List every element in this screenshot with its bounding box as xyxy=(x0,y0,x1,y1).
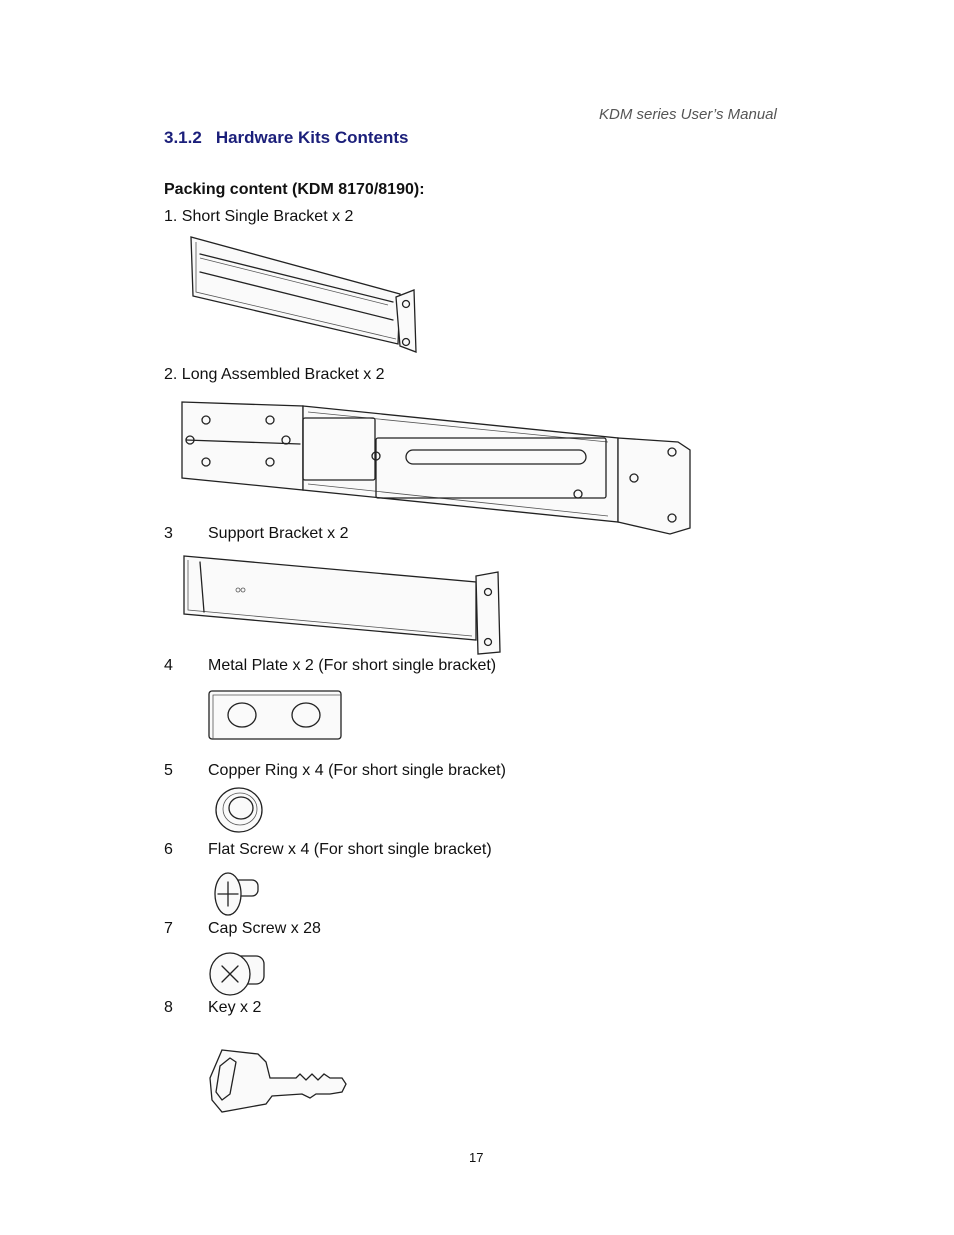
item-label: Cap Screw x 28 xyxy=(208,920,321,937)
item-number: 8 xyxy=(164,999,173,1016)
list-item xyxy=(164,525,349,543)
item-label: Support Bracket x 2 xyxy=(208,525,349,542)
manual-title: KDM series User’s Manual xyxy=(599,106,777,123)
item-label: Metal Plate x 2 (For short single bracket) xyxy=(208,657,497,674)
list-item xyxy=(164,208,353,226)
item-number: 4 xyxy=(164,657,173,674)
list-item xyxy=(164,920,321,938)
page-number: 17 xyxy=(469,1150,484,1165)
list-item xyxy=(164,762,506,780)
item-label: Key x 2 xyxy=(208,999,262,1016)
flat-screw-icon xyxy=(210,870,266,922)
list-item xyxy=(164,999,261,1017)
item-label: Copper Ring x 4 (For short single bracket) xyxy=(208,762,506,779)
item-label: Flat Screw x 4 (For short single bracket) xyxy=(208,841,492,858)
copper-ring-icon xyxy=(212,784,266,836)
support-bracket-icon xyxy=(180,552,510,660)
packing-content-title: Packing content (KDM 8170/8190): xyxy=(164,181,425,198)
metal-plate-icon xyxy=(206,688,344,744)
item-label: 2. Long Assembled Bracket x 2 xyxy=(164,366,385,383)
list-item xyxy=(164,366,385,384)
item-number: 7 xyxy=(164,920,173,937)
item-number: 6 xyxy=(164,841,173,858)
list-item xyxy=(164,657,496,675)
short-single-bracket-icon xyxy=(188,234,420,356)
item-number: 3 xyxy=(164,525,173,542)
cap-screw-icon xyxy=(206,950,268,1000)
list-item xyxy=(164,841,492,859)
section-number: 3.1.2 xyxy=(164,128,202,147)
section-title: Hardware Kits Contents xyxy=(215,128,409,147)
item-label: 1. Short Single Bracket x 2 xyxy=(164,208,354,225)
key-icon xyxy=(206,1044,352,1116)
section-heading xyxy=(164,128,409,148)
long-assembled-bracket-icon xyxy=(178,398,698,536)
item-number: 5 xyxy=(164,762,173,779)
